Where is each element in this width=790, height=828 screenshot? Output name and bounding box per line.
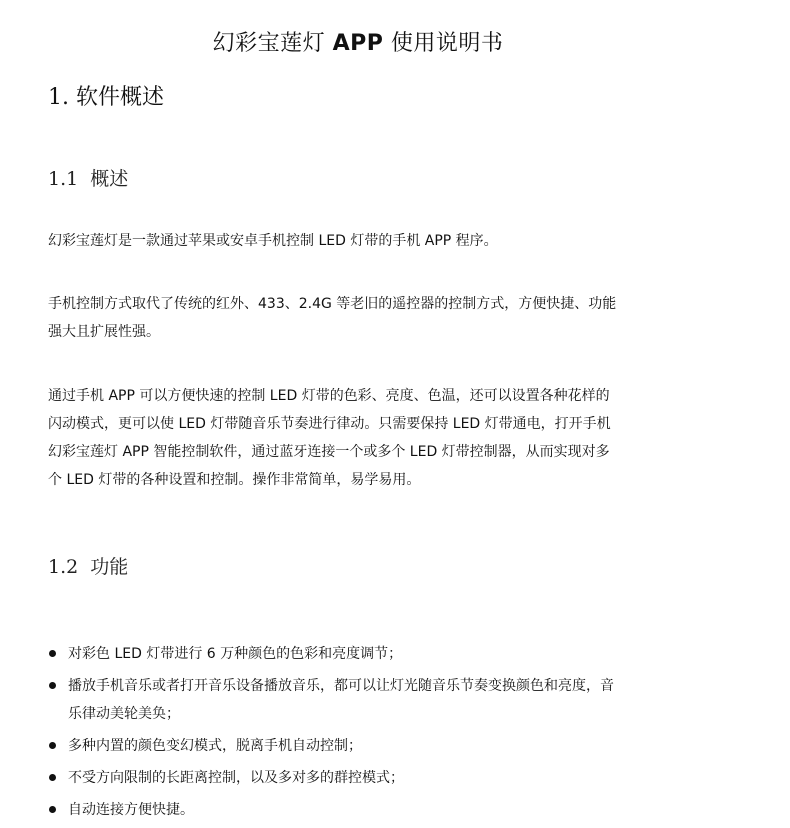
feature-list-item [48, 796, 728, 824]
bullet-icon [49, 806, 56, 813]
feature-list-item [48, 640, 728, 668]
feature-text: 自动连接方便快捷。 [68, 802, 194, 818]
paragraph-line: 手机控制方式取代了传统的红外、433、2.4G 等老旧的遥控器的控制方式，方便快捷、功能 [48, 296, 617, 312]
document-title [0, 26, 716, 57]
feature-text: 播放手机音乐或者打开音乐设备播放音乐，都可以让灯光随音乐节奏变换颜色和亮度，音 [68, 678, 614, 694]
section-number-1-1: 1.1 [48, 168, 79, 190]
feature-list-item [48, 764, 728, 792]
section-title-1-2: 功能 [90, 556, 129, 578]
paragraph-line: 闪动模式，更可以使 LED 灯带随音乐节奏进行律动。只需要保持 LED 灯带通电，打开手机 [48, 416, 611, 432]
section-heading-1-2 [48, 552, 128, 579]
document-title-prefix: 幻彩宝莲灯 [212, 31, 333, 56]
paragraph-line: 幻彩宝莲灯是一款通过苹果或安卓手机控制 LED 灯带的手机 APP 程序。 [48, 233, 498, 249]
document-title-suffix: 使用说明书 [383, 31, 504, 56]
bullet-icon [49, 682, 56, 689]
section-title-1-1: 概述 [90, 168, 129, 190]
feature-list-item [48, 672, 728, 728]
paragraph-intro [48, 227, 698, 255]
section-heading-1-1 [48, 164, 128, 191]
paragraph-line: 幻彩宝莲灯 APP 智能控制软件，通过蓝牙连接一个或多个 LED 灯带控制器，从而实现对多 [48, 444, 610, 460]
paragraph-line: 通过手机 APP 可以方便快速的控制 LED 灯带的色彩、亮度、色温，还可以设置各种花样的 [48, 388, 610, 404]
paragraph-control-method [48, 290, 698, 346]
feature-text: 乐律动美轮美奂； [68, 706, 180, 722]
feature-list [48, 640, 728, 828]
paragraph-app-usage [48, 382, 698, 494]
paragraph-line: 强大且扩展性强。 [48, 324, 160, 340]
feature-text: 多种内置的颜色变幻模式，脱离手机自动控制； [68, 738, 362, 754]
feature-text: 不受方向限制的长距离控制，以及多对多的群控模式； [68, 770, 404, 786]
bullet-icon [49, 742, 56, 749]
feature-list-item [48, 732, 728, 760]
section-heading-1: 1. 软件概述 [48, 85, 164, 110]
section-number-1-2: 1.2 [48, 556, 79, 578]
feature-text: 对彩色 LED 灯带进行 6 万种颜色的色彩和亮度调节； [68, 646, 403, 662]
bullet-icon [49, 774, 56, 781]
document-title-app: APP [332, 31, 384, 56]
paragraph-line: 个 LED 灯带的各种设置和控制。操作非常简单，易学易用。 [48, 472, 421, 488]
bullet-icon [49, 650, 56, 657]
